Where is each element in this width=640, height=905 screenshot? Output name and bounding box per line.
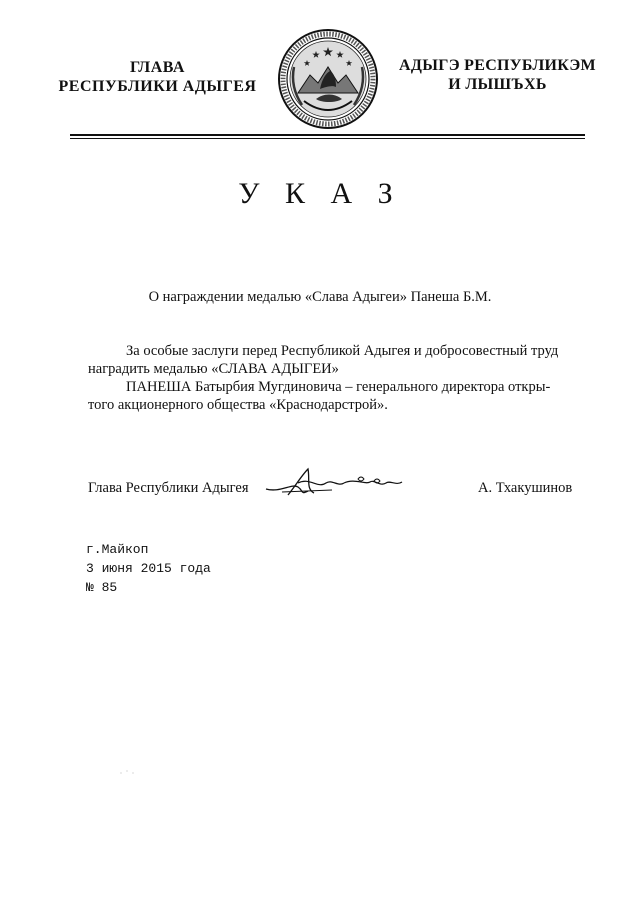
header-left-line1: ГЛАВА	[130, 59, 185, 76]
document-title: У К А З	[238, 177, 402, 210]
header-left-title	[40, 58, 275, 96]
signatory-position: Глава Республики Адыгея	[88, 480, 249, 496]
body-line: За особые заслуги перед Республикой Адыгея и добросовестный труд	[126, 343, 559, 359]
body-line: того акционерного общества «Краснодарстрой».	[88, 397, 388, 413]
scan-specks	[118, 768, 138, 776]
adygea-coat-of-arms-icon	[276, 27, 380, 131]
meta-city: г.Майкоп	[86, 542, 149, 557]
signatory-name: А. Тхакушинов	[478, 480, 573, 496]
header-right-line1: АДЫГЭ РЕСПУБЛИКЭМ	[399, 57, 596, 74]
meta-number: № 85	[86, 580, 118, 595]
document-meta	[86, 540, 211, 597]
header-right-line2: И ЛЫШЪХЬ	[448, 76, 547, 93]
body-line: наградить медалью «СЛАВА АДЫГЕИ»	[88, 361, 339, 377]
body-line: ПАНЕША Батырбия Мугдиновича – генерального директора откры-	[126, 379, 551, 395]
header-divider-thick	[70, 134, 585, 136]
meta-date: 3 июня 2015 года	[86, 561, 211, 576]
handwritten-signature-icon	[262, 465, 412, 501]
header-left-line2: РЕСПУБЛИКИ АДЫГЕЯ	[58, 78, 257, 95]
document-subject: О награждении медалью «Слава Адыгеи» Панеша Б.М.	[148, 289, 492, 305]
document-body	[88, 342, 588, 414]
header-divider-thin	[70, 138, 585, 139]
header-right-title	[390, 56, 605, 94]
